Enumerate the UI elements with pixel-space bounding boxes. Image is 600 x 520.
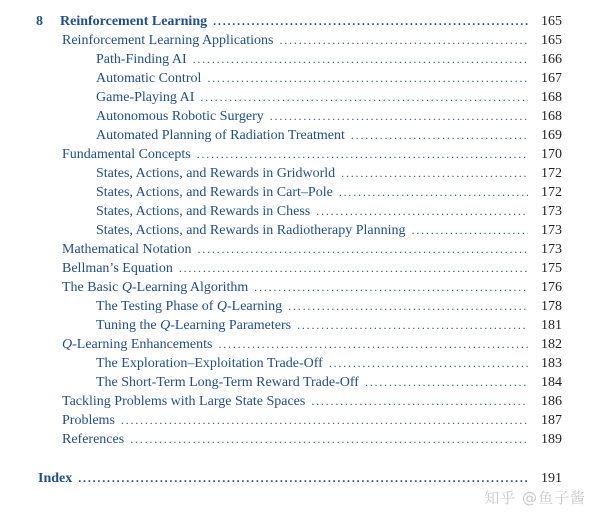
- chapter-page: 165: [541, 14, 562, 29]
- toc-entry[interactable]: [62, 430, 562, 449]
- dot-leader: [412, 221, 528, 240]
- toc-entry[interactable]: [96, 316, 562, 335]
- toc-entry[interactable]: [62, 392, 562, 411]
- toc-entry-title: The Basic Q-Learning Algorithm: [62, 280, 249, 295]
- toc-entry-page: 183: [541, 356, 562, 371]
- toc-entry[interactable]: [96, 126, 562, 145]
- dot-leader: [207, 69, 528, 88]
- toc-entry[interactable]: [96, 183, 562, 202]
- toc-entry-title: Fundamental Concepts: [62, 147, 191, 162]
- toc-entry[interactable]: [96, 164, 562, 183]
- toc-entry-page: 172: [541, 185, 562, 200]
- toc-entry-page: 187: [541, 413, 562, 428]
- toc-entry-page: 173: [541, 242, 562, 257]
- toc-entry-page: 189: [541, 432, 562, 447]
- toc-entry-title: Tackling Problems with Large State Spaces: [62, 394, 306, 409]
- watermark: 知乎 @鱼子酱: [484, 489, 586, 507]
- toc-entry[interactable]: [96, 69, 562, 88]
- toc-entry-page: 168: [541, 109, 562, 124]
- dot-leader: [329, 354, 528, 373]
- toc-entry-page: 176: [541, 280, 562, 295]
- dot-leader: [218, 335, 528, 354]
- toc-entry-page: 173: [541, 204, 562, 219]
- toc-entry[interactable]: [96, 202, 562, 221]
- toc-entry[interactable]: [96, 221, 562, 240]
- chapter-number: 8: [36, 14, 43, 29]
- toc-entry-title: States, Actions, and Rewards in Gridworld: [96, 166, 336, 181]
- toc-entry-page: 168: [541, 90, 562, 105]
- toc-entry[interactable]: [62, 145, 562, 164]
- toc-entry-page: 181: [541, 318, 562, 333]
- dot-leader: [193, 50, 528, 69]
- toc-entry-page: 175: [541, 261, 562, 276]
- dot-leader: [270, 107, 528, 126]
- dot-leader: [130, 430, 528, 449]
- toc-entry[interactable]: [62, 278, 562, 297]
- toc-entry-title: References: [62, 432, 125, 447]
- toc-entry-page: 186: [541, 394, 562, 409]
- toc-entry-page: 166: [541, 52, 562, 67]
- toc-entry[interactable]: [96, 297, 562, 316]
- toc-entry-page: 169: [541, 128, 562, 143]
- toc-entry-page: 167: [541, 71, 562, 86]
- index-title: Index: [38, 471, 73, 486]
- toc-entry-title: Automatic Control: [96, 71, 202, 86]
- dot-leader: [280, 31, 529, 50]
- toc-entry[interactable]: [62, 31, 562, 50]
- dot-leader: [197, 145, 528, 164]
- dot-leader: [316, 202, 528, 221]
- dot-leader: [365, 373, 528, 392]
- dot-leader: [254, 278, 528, 297]
- toc-entry-page: 170: [541, 147, 562, 162]
- toc-entry[interactable]: [96, 88, 562, 107]
- index-page: 191: [541, 471, 562, 486]
- toc-entry-page: 182: [541, 337, 562, 352]
- toc-entry-title: The Short-Term Long-Term Reward Trade-Off: [96, 375, 359, 390]
- toc-entry-page: 184: [541, 375, 562, 390]
- dot-leader: [200, 88, 528, 107]
- toc-chapter-8[interactable]: [36, 12, 562, 31]
- toc-entry-title: Automated Planning of Radiation Treatment: [96, 128, 345, 143]
- toc-entry-page: 165: [541, 33, 562, 48]
- dot-leader: [351, 126, 528, 145]
- toc-entry-title: Problems: [62, 413, 115, 428]
- toc-entry-title: Tuning the Q-Learning Parameters: [96, 318, 292, 333]
- toc-entry[interactable]: [62, 259, 562, 278]
- toc-index[interactable]: [38, 469, 562, 488]
- toc-entry-page: 178: [541, 299, 562, 314]
- toc-entry-title: The Testing Phase of Q-Learning: [96, 299, 283, 314]
- toc-entry-title: States, Actions, and Rewards in Chess: [96, 204, 311, 219]
- toc-entry-title: Q-Learning Enhancements: [62, 337, 213, 352]
- dot-leader: [179, 259, 528, 278]
- toc-entry[interactable]: [62, 411, 562, 430]
- chapter-title: Reinforcement Learning: [60, 14, 208, 29]
- toc-entry-title: Bellman’s Equation: [62, 261, 173, 276]
- dot-leader: [311, 392, 528, 411]
- dot-leader: [213, 12, 528, 31]
- toc-entry-title: States, Actions, and Rewards in Radiotherapy Planning: [96, 223, 406, 238]
- toc-entry-title: Mathematical Notation: [62, 242, 192, 257]
- toc-entry[interactable]: [62, 335, 562, 354]
- toc-entry-title: States, Actions, and Rewards in Cart–Pole: [96, 185, 333, 200]
- toc-entry[interactable]: [96, 107, 562, 126]
- toc-entry[interactable]: [96, 354, 562, 373]
- toc-entry-title: Game-Playing AI: [96, 90, 195, 105]
- toc-entry-title: Autonomous Robotic Surgery: [96, 109, 264, 124]
- dot-leader: [288, 297, 528, 316]
- toc-entry-page: 173: [541, 223, 562, 238]
- dot-leader: [341, 164, 528, 183]
- toc-entry[interactable]: [96, 50, 562, 69]
- toc-entry-title: The Exploration–Exploitation Trade-Off: [96, 356, 323, 371]
- dot-leader: [121, 411, 528, 430]
- toc-entry-page: 172: [541, 166, 562, 181]
- toc-entry-title: Reinforcement Learning Applications: [62, 33, 274, 48]
- toc-entry[interactable]: [96, 373, 562, 392]
- dot-leader: [339, 183, 528, 202]
- dot-leader: [297, 316, 528, 335]
- toc-entry[interactable]: [62, 240, 562, 259]
- dot-leader: [78, 469, 528, 488]
- dot-leader: [197, 240, 528, 259]
- toc-entry-title: Path-Finding AI: [96, 52, 187, 67]
